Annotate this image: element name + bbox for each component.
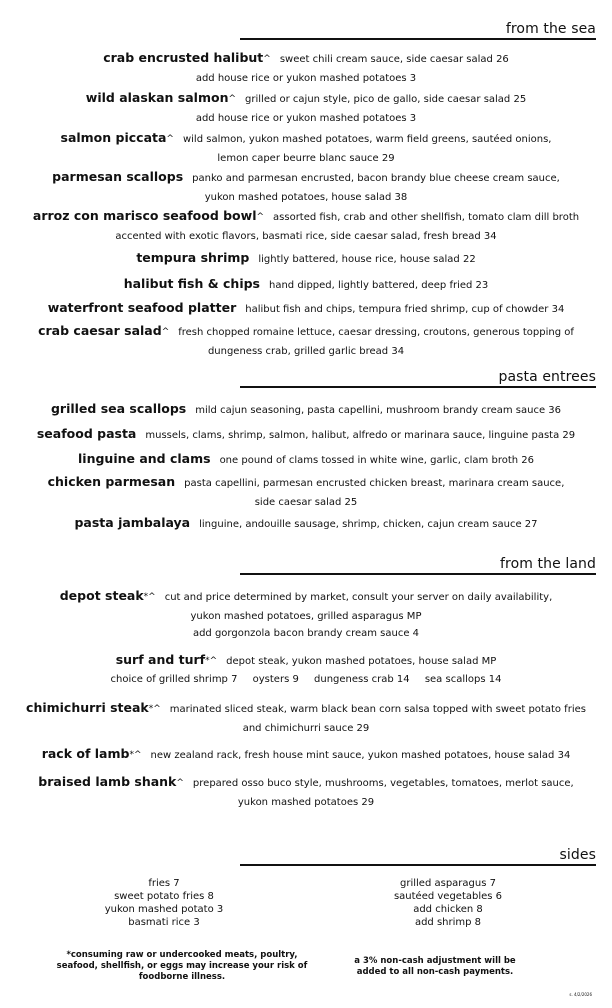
non-cash-notice: a 3% non-cash adjustment will be added to all non-cash payments.	[354, 956, 516, 977]
dish-name: seafood pasta	[36, 426, 137, 441]
menu-item-header	[0, 167, 612, 189]
sides-right-column	[328, 877, 568, 929]
side-item: yukon mashed potato 3	[104, 904, 224, 915]
dish-description-continued: add house rice or yukon mashed potatoes 3	[195, 73, 417, 84]
dish-description: assorted fish, crab and other shellfish, tomato clam dill broth	[273, 212, 580, 223]
surf-turf-choices	[0, 671, 612, 688]
dish-description: hand dipped, lightly battered, deep fried 23	[269, 280, 489, 291]
menu-item-header	[0, 744, 612, 766]
dish-marker: ^	[256, 212, 265, 222]
dish-name: pasta jambalaya	[74, 515, 191, 530]
menu-item-header	[0, 586, 612, 608]
dish-description-continued: side caesar salad 25	[254, 497, 358, 508]
dish-marker: ^	[228, 94, 237, 104]
side-item: fries 7	[148, 878, 180, 889]
menu-item-header	[0, 399, 612, 421]
dish-name: halibut fish & chips	[123, 276, 260, 291]
menu-item	[0, 248, 612, 270]
menu-item	[0, 472, 612, 511]
consumption-warning: *consuming raw or undercooked meats, poultry, seafood, shellfish, or eggs may increase your risk of foodborne illness.	[56, 950, 308, 982]
dish-description: grilled or cajun style, pico de gallo, side caesar salad 25	[245, 94, 527, 105]
dish-description-continued: yukon mashed potatoes 29	[237, 797, 375, 808]
dish-description: new zealand rack, fresh house mint sauce, yukon mashed potatoes, house salad 34	[150, 750, 571, 761]
dish-name: rack of lamb	[41, 746, 130, 761]
dish-name: surf and turf	[115, 652, 206, 667]
dish-name: braised lamb shank	[38, 774, 177, 789]
side-item: add shrimp 8	[414, 917, 482, 928]
dish-description: depot steak, yukon mashed potatoes, house salad MP	[226, 656, 497, 667]
section-header-pasta	[240, 366, 596, 388]
dish-name: depot steak	[59, 588, 144, 603]
menu-item	[0, 698, 612, 737]
menu-item-header	[0, 772, 612, 794]
dish-description: cut and price determined by market, consult your server on daily availability,	[164, 592, 553, 603]
dish-name: linguine and clams	[78, 451, 211, 466]
dish-name: wild alaskan salmon	[85, 90, 229, 105]
menu-item	[0, 650, 612, 672]
dish-description: lightly battered, house rice, house salad 22	[258, 254, 476, 265]
menu-item	[0, 399, 612, 421]
dish-description: mild cajun seasoning, pasta capellini, mushroom brandy cream sauce 36	[195, 405, 562, 416]
menu-item	[0, 586, 612, 642]
dish-description: linguine, andouille sausage, shrimp, chicken, cajun cream sauce 27	[199, 519, 538, 530]
dish-name: waterfront seafood platter	[47, 300, 237, 315]
dish-description-continued: lemon caper beurre blanc sauce 29	[217, 153, 395, 164]
dish-description: prepared osso buco style, mushrooms, vegetables, tomatoes, merlot sauce,	[192, 778, 574, 789]
menu-item	[0, 48, 612, 87]
dish-description-continued: accented with exotic flavors, basmati rice, side caesar salad, fresh bread 34	[115, 231, 497, 242]
menu-item-header	[0, 513, 612, 535]
dish-name: grilled sea scallops	[50, 401, 187, 416]
sides-left-column	[44, 877, 284, 929]
dish-description: fresh chopped romaine lettuce, caesar dressing, croutons, generous topping of	[178, 327, 574, 338]
side-item: sweet potato fries 8	[114, 891, 214, 902]
section-header-land	[240, 553, 596, 575]
section-title: from the land	[500, 556, 596, 572]
choice-option: dungeness crab 14	[314, 674, 410, 685]
menu-item-header	[0, 424, 612, 446]
side-item: basmati rice 3	[128, 917, 200, 928]
menu-item-header	[0, 650, 612, 672]
dish-name: salmon piccata	[60, 130, 167, 145]
menu-item	[0, 167, 612, 206]
print-code: s. 4/2/2026	[569, 992, 592, 997]
dish-description: one pound of clams tossed in white wine, garlic, clam broth 26	[219, 455, 534, 466]
choice-option: sea scallops 14	[424, 674, 502, 685]
dish-description-continued: dungeness crab, grilled garlic bread 34	[207, 346, 405, 357]
choice-option: oysters 9	[252, 674, 299, 685]
dish-description: panko and parmesan encrusted, bacon brandy blue cheese cream sauce,	[192, 173, 560, 184]
menu-item	[0, 449, 612, 471]
menu-item-header	[0, 298, 612, 320]
dish-description: pasta capellini, parmesan encrusted chicken breast, marinara cream sauce,	[184, 478, 565, 489]
dish-name: arroz con marisco seafood bowl	[32, 208, 257, 223]
dish-name: crab caesar salad	[38, 323, 162, 338]
menu-item	[0, 321, 612, 360]
menu-item-header	[0, 321, 612, 343]
dish-description: wild salmon, yukon mashed potatoes, warm field greens, sautéed onions,	[182, 134, 552, 145]
menu-item-header	[0, 88, 612, 110]
section-header-sides	[240, 844, 596, 866]
menu-item	[0, 88, 612, 127]
menu-item	[0, 513, 612, 535]
menu-item	[0, 298, 612, 320]
dish-description-continued: yukon mashed potatoes, grilled asparagus MP	[190, 611, 422, 622]
dish-name: chimichurri steak	[26, 700, 149, 715]
menu-item-header	[0, 698, 612, 720]
dish-description: halibut fish and chips, tempura fried shrimp, cup of chowder 34	[245, 304, 565, 315]
dish-marker: *^	[129, 750, 142, 760]
section-title: from the sea	[505, 21, 596, 37]
menu-item-header	[0, 449, 612, 471]
dish-name: parmesan scallops	[52, 169, 184, 184]
section-title: pasta entrees	[498, 369, 596, 385]
menu-item	[0, 128, 612, 167]
dish-name: chicken parmesan	[47, 474, 176, 489]
section-title: sides	[559, 847, 596, 863]
dish-marker: ^	[166, 134, 174, 144]
dish-description-continued: add house rice or yukon mashed potatoes 3	[195, 113, 417, 124]
section-header-sea	[240, 18, 596, 40]
dish-marker: ^	[161, 327, 170, 337]
dish-marker: ^	[176, 778, 184, 788]
dish-name: crab encrusted halibut	[103, 50, 264, 65]
menu-item	[0, 772, 612, 811]
menu-item-header	[0, 472, 612, 494]
dish-description: mussels, clams, shrimp, salmon, halibut, alfredo or marinara sauce, linguine pasta 29	[145, 430, 576, 441]
side-item: sautéed vegetables 6	[393, 891, 503, 902]
side-item: grilled asparagus 7	[400, 878, 496, 889]
dish-description-continued: add gorgonzola bacon brandy cream sauce 4	[192, 628, 420, 639]
menu-item-header	[0, 206, 612, 228]
dish-marker: *^	[148, 704, 161, 714]
menu-item	[0, 206, 612, 245]
menu-item-header	[0, 248, 612, 270]
choice-option: choice of grilled shrimp 7	[110, 674, 238, 685]
menu-item	[0, 274, 612, 296]
dish-marker: *^	[205, 656, 218, 666]
menu-item-header	[0, 274, 612, 296]
menu-item	[0, 744, 612, 766]
dish-description: marinated sliced steak, warm black bean corn salsa topped with sweet potato fries	[169, 704, 586, 715]
menu-item	[0, 424, 612, 446]
dish-description-continued: and chimichurri sauce 29	[242, 723, 370, 734]
dish-name: tempura shrimp	[136, 250, 250, 265]
dish-description: sweet chili cream sauce, side caesar salad 26	[279, 54, 509, 65]
menu-item-header	[0, 128, 612, 150]
side-item: add chicken 8	[413, 904, 483, 915]
dish-marker: ^	[263, 54, 271, 64]
dish-marker: *^	[143, 592, 156, 602]
dish-description-continued: yukon mashed potatoes, house salad 38	[204, 192, 408, 203]
menu-item-header	[0, 48, 612, 70]
